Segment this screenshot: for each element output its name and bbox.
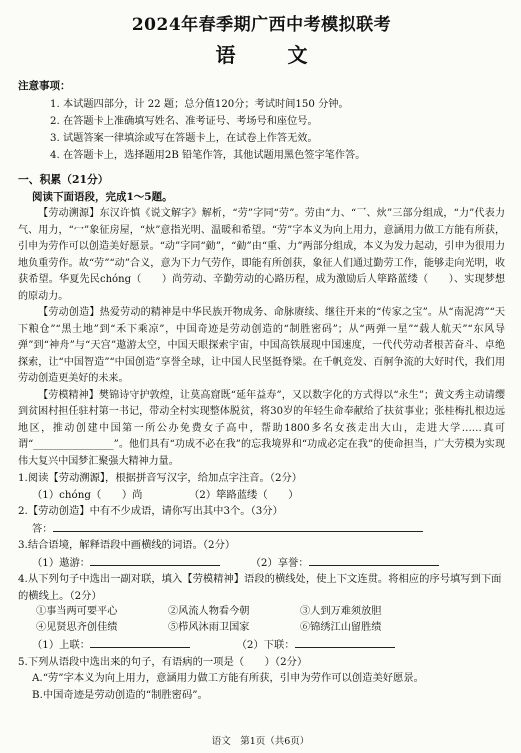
question-1-answers — [18, 487, 505, 504]
notice-item: 4. 在答题卡上，选择题用2B 铅笔作答，其他试题用黑色签字笔作答。 — [50, 150, 366, 161]
notice-item: 3. 试题答案一律填涂或写在答题卡上，在试卷上作答无效。 — [50, 133, 318, 144]
option-item: ②风流人物看今朝 — [168, 606, 250, 617]
answer-blank[interactable] — [309, 554, 439, 566]
subject-title: 语 文 — [215, 43, 324, 67]
lower-couplet-label: （2）下联： — [236, 639, 295, 651]
notice-item: 2. 在答题卡上准确填写姓名、准考证号、考场号和座位号。 — [50, 116, 318, 127]
notice-item: 1. 本试题四部分，计 22 题；总分值120分；考试时间150 分钟。 — [50, 99, 349, 110]
notice-heading: 注意事项： — [18, 80, 71, 92]
question-3-part-1: （1）遨游： — [32, 556, 91, 569]
answer-blank[interactable] — [90, 554, 220, 566]
upper-couplet-label: （1）上联： — [32, 639, 91, 651]
question-1-part-1: （1）ch​ó​ng（ ）尚 — [32, 488, 143, 501]
question-5-stem: 5.下列从语段中选出来的句子，有语病的一项是（ ）（2分） — [18, 655, 308, 668]
answer-blank[interactable] — [90, 636, 190, 648]
answer-blank[interactable] — [53, 520, 423, 532]
answer-blank[interactable] — [295, 636, 395, 648]
option-item: ⑤栉风沐雨卫国家 — [168, 622, 250, 633]
section-heading: 一、积累（21分） — [18, 173, 109, 186]
option-item: ③人到万难须放胆 — [300, 606, 382, 617]
question-1-stem: 1.阅读【劳动溯源】，根据拼音写汉字，给加点字注音。（2分） — [18, 472, 303, 484]
question-4-options — [18, 604, 505, 636]
question-5-option-a: A.“劳”字本义为向上用力，意涵用力做工方能有所获，引申为劳作可以创造美好愿景。 — [32, 672, 424, 684]
passage-paragraph: 【劳模精神】樊锦诗守护敦煌，让莫高窟既“延年益寿”，又以数字化的方式得以“永生”；黄文秀主动请缨到贫困村担任驻村第一书记，带动全村实现整体脱贫，将30岁的年轻生命奉献给了扶贫事业；张桂梅扎根边远地区，推动创建中国第一所公办免费女子高中，帮助1800多名女孩走出大山，走进大学……真可谓“________________”。他们具有“功成不必在我”的忘我境界和“功成必定在我”的使命担当，广大劳模为实现伟大复兴中国梦汇聚强大精神力量。 — [18, 389, 505, 467]
page-footer: 语文 第1页（共6页） — [211, 736, 310, 747]
question-3-stem: 3.结合语境，解释语段中画横线的词语。（2分） — [18, 539, 236, 551]
question-3-part-2: （2）享誉： — [250, 556, 309, 569]
question-1-part-2: （2）筚路蓝缕（ ） — [189, 488, 299, 501]
notice-list — [50, 96, 505, 164]
option-item: ⑥锦绣江山留胜绩 — [300, 622, 382, 633]
question-2-stem: 2.【劳动创造】中有不少成语，请你写出其中3个。（3分） — [18, 505, 283, 517]
question-3-answer-row — [18, 554, 505, 572]
question-4-answer-row — [18, 636, 505, 654]
passage-paragraph: 【劳动溯源】东汉许慎《说文解字》解析，“劳”字同“劳”。劳由“力、“乛、炏”三部分组成，“力”代表力气、用力，“冖”象征房屋，“炏”意指光明、温暖和希望。“劳”字本义为向上用力，意涵用力做工方能有所获，引申为劳作可以创造美好愿景。“动”字同“勭”，“勭”由“重、力”两部分组成，本义为发力起动，引申为很用力地负重劳作。故“劳”“动”合义，意为下力气劳作，即能有所创获，象征人们通过勤劳工作，能够走向光明，收获希望。华夏先民ch​ó​ng（ ）尚劳动、辛勤劳动的心路历程，成为激励后人筚路蓝缕（ ）、实现梦想的原动力。 — [18, 208, 505, 302]
question-4-stem: 4.从下列句子中选出一副对联，填入【劳模精神】语段的横线处，使上下文连贯。将相应的序号填写到下面的横线上。（2分） — [18, 573, 502, 602]
reading-instruction: 阅读下面语段，完成1～5题。 — [32, 191, 173, 203]
exam-title: 2024年春季期广西中考模拟联考 — [131, 15, 392, 35]
question-5-option-b: B.中国奇迹是劳动创造的“制胜密码”。 — [32, 688, 208, 701]
passage-paragraph: 【劳动创造】热爱劳动的精神是中华民族开物成务、命脉赓续、继往开来的“传家之宝”。从“南泥湾”“天下粮仓”“黑土地”到“禾下乘凉”，中国奇迹是劳动创造的“制胜密码”；从“两弹一星”“载人航天”“东风导弹”到“神舟”与“天宫”遨游太空，中国天眼探索宇宙，中国高铁展现中国速度，一代代劳动者根苦奋斗、卓绝探索，让“中国智造”“中国创造”享誉全球，让中国人民坚挺脊梁。在千帆竞发、百舸争流的大好时代，我们用劳动创造更美好的未来。 — [18, 307, 505, 384]
option-item: ④见贤思齐创佳绩 — [36, 622, 118, 633]
question-2-answer-row — [18, 520, 505, 538]
option-item: ①事当两可要平心 — [36, 606, 118, 617]
answer-label: 答： — [32, 522, 53, 535]
